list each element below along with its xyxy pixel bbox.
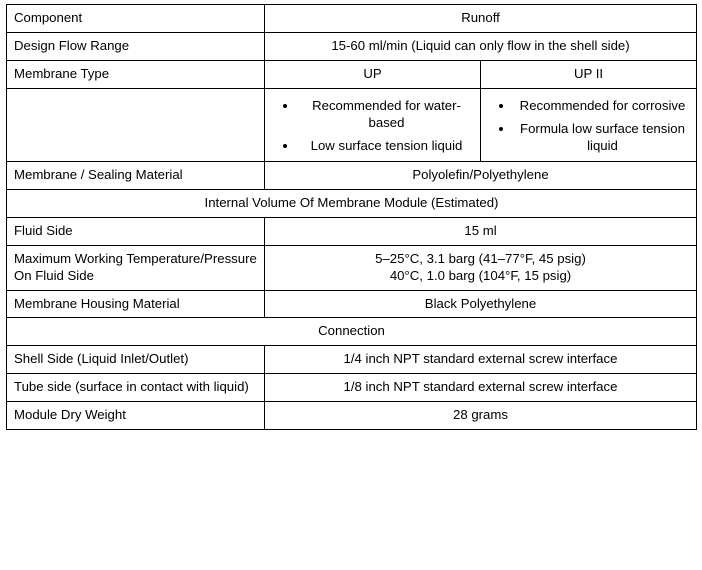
table-row — [7, 162, 697, 190]
row-label-fluid-side: Fluid Side — [7, 217, 265, 245]
bullet-list-up2 — [488, 97, 689, 154]
bullet-list-up — [272, 97, 473, 154]
row-value-design-flow-range: 15-60 ml/min (Liquid can only flow in the shell side) — [265, 32, 697, 60]
row-label-membrane-housing-material: Membrane Housing Material — [7, 290, 265, 318]
row-value-component: Runoff — [265, 5, 697, 33]
row-value-membrane-sealing-material: Polyolefin/Polyethylene — [265, 162, 697, 190]
row-value-membrane-type-up: UP — [265, 60, 481, 88]
table-row — [7, 190, 697, 218]
row-label-design-flow-range: Design Flow Range — [7, 32, 265, 60]
row-value-membrane-type-up2: UP II — [481, 60, 697, 88]
value-line-2: 40°C, 1.0 barg (104°F, 15 psig) — [389, 267, 572, 283]
table-row — [7, 402, 697, 430]
row-label-max-working-temp-pressure: Maximum Working Temperature/Pressure On Fluid Side — [7, 245, 265, 290]
table-row — [7, 290, 697, 318]
row-value-module-dry-weight: 28 grams — [265, 402, 697, 430]
list-item: • Recommended for water-based — [298, 97, 473, 131]
table-row — [7, 245, 697, 290]
table-row — [7, 5, 697, 33]
table-row — [7, 217, 697, 245]
row-label-shell-side: Shell Side (Liquid Inlet/Outlet) — [7, 346, 265, 374]
row-label-membrane-sealing-material: Membrane / Sealing Material — [7, 162, 265, 190]
table-row — [7, 88, 697, 161]
list-item: • Recommended for corrosive — [514, 97, 689, 114]
row-label-tube-side: Tube side (surface in contact with liquid) — [7, 374, 265, 402]
row-label-membrane-type: Membrane Type — [7, 60, 265, 88]
table-row — [7, 374, 697, 402]
value-line-1: 5–25°C, 3.1 barg (41–77°F, 45 psig) — [375, 250, 586, 266]
row-value-membrane-type-details-up2 — [481, 88, 697, 161]
row-value-membrane-housing-material: Black Polyethylene — [265, 290, 697, 318]
row-value-max-working-temp-pressure — [265, 245, 697, 290]
table-row — [7, 32, 697, 60]
list-item: • Formula low surface tension liquid — [514, 120, 689, 154]
specification-table — [6, 4, 697, 430]
row-value-tube-side: 1/8 inch NPT standard external screw interface — [265, 374, 697, 402]
row-label-membrane-type-details — [7, 88, 265, 161]
list-item: • Low surface tension liquid — [298, 137, 473, 154]
section-header-connection: Connection — [7, 318, 697, 346]
table-row — [7, 60, 697, 88]
table-row — [7, 318, 697, 346]
row-value-membrane-type-details-up — [265, 88, 481, 161]
row-label-component: Component — [7, 5, 265, 33]
table-row — [7, 346, 697, 374]
row-value-shell-side: 1/4 inch NPT standard external screw interface — [265, 346, 697, 374]
row-value-fluid-side: 15 ml — [265, 217, 697, 245]
row-label-module-dry-weight: Module Dry Weight — [7, 402, 265, 430]
section-header-internal-volume: Internal Volume Of Membrane Module (Estimated) — [7, 190, 697, 218]
